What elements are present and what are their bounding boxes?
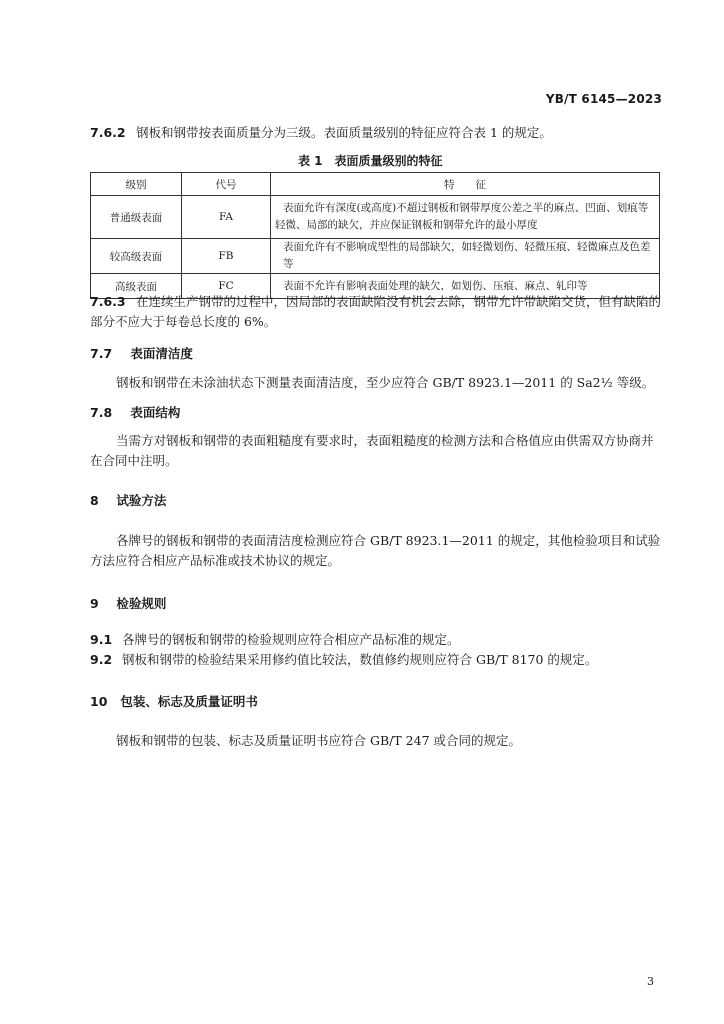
section-number: 9 — [90, 596, 99, 611]
section-10-text: 钢板和钢带的包装、标志及质量证明书应符合 GB/T 247 或合同的规定。 — [116, 733, 521, 748]
section-title: 包装、标志及质量证明书 — [120, 694, 258, 709]
table-title: 表 1 表面质量级别的特征 — [298, 154, 443, 168]
clause-7-6-2 — [90, 124, 552, 142]
table-row — [91, 196, 660, 239]
section-title: 检验规则 — [116, 596, 167, 611]
section-7-8-heading — [90, 403, 180, 421]
cell-code: FC — [182, 274, 271, 299]
clause-9-1 — [90, 631, 460, 649]
clause-number: 9.1 — [90, 632, 113, 647]
section-title: 表面清洁度 — [130, 346, 193, 361]
standard-code: YB/T 6145—2023 — [545, 92, 662, 106]
clause-7-6-3 — [90, 293, 661, 311]
clause-text: 在连续生产钢带的过程中，因局部的表面缺陷没有机会去除，钢带允许带缺陷交货，但有缺陷的 — [135, 294, 661, 309]
header-code: 代号 — [182, 173, 271, 196]
cell-feature: 表面不允许有影响表面处理的缺欠，如划伤、压痕、麻点、轧印等 — [271, 274, 660, 299]
feature-line: 表面允许有深度(或高度)不超过钢板和钢带厚度公差之半的麻点、凹面、划痕等 — [283, 202, 649, 214]
cell-code: FB — [182, 239, 271, 274]
section-title: 表面结构 — [130, 405, 181, 420]
clause-text: 各牌号的钢板和钢带的检验规则应符合相应产品标准的规定。 — [121, 632, 460, 647]
section-8-heading — [90, 491, 166, 509]
table-row — [91, 239, 660, 274]
section-number: 7.8 — [90, 405, 113, 420]
cell-level: 高级表面 — [91, 274, 182, 299]
section-10-heading — [90, 692, 258, 710]
page-number: 3 — [647, 975, 654, 988]
section-7-8-text: 当需方对钢板和钢带的表面粗糙度有要求时，表面粗糙度的检测方法和合格值应由供需双方协商并 — [116, 433, 654, 448]
section-7-8-text-cont: 在合同中注明。 — [90, 453, 178, 468]
cell-level: 普通级表面 — [91, 196, 182, 239]
clause-text: 钢板和钢带的检验结果采用修约值比较法，数值修约规则应符合 GB/T 8170 的规定。 — [121, 652, 598, 667]
section-number: 7.7 — [90, 346, 113, 361]
section-7-7-text: 钢板和钢带在未涂油状态下测量表面清洁度，至少应符合 GB/T 8923.1—2011 的 Sa2½ 等级。 — [116, 375, 655, 390]
feature-line: 轻微、局部的缺欠，并应保证钢板和钢带允许的最小厚度 — [275, 219, 538, 231]
cell-code: FA — [182, 196, 271, 239]
section-number: 8 — [90, 493, 99, 508]
cell-feature — [271, 196, 660, 239]
section-8-text: 各牌号的钢板和钢带的表面清洁度检测应符合 GB/T 8923.1—2011 的规定，其他检验项目和试验 — [116, 533, 661, 548]
clause-text: 钢板和钢带按表面质量分为三级。表面质量级别的特征应符合表 1 的规定。 — [135, 125, 552, 140]
section-9-heading — [90, 594, 166, 612]
header-level: 级别 — [91, 173, 182, 196]
section-7-7-heading — [90, 344, 193, 362]
section-8-text-cont: 方法应符合相应产品标准或技术协议的规定。 — [90, 553, 341, 568]
clause-7-6-3-cont: 部分不应大于每卷总长度的 6%。 — [90, 314, 277, 329]
clause-number: 9.2 — [90, 652, 113, 667]
table-header-row — [91, 173, 660, 196]
clause-number: 7.6.2 — [90, 125, 126, 140]
clause-number: 7.6.3 — [90, 294, 126, 309]
cell-feature: 表面允许有不影响成型性的局部缺欠，如轻微划伤、轻微压痕、轻微麻点及色差等 — [271, 239, 660, 274]
section-number: 10 — [90, 694, 108, 709]
cell-level: 较高级表面 — [91, 239, 182, 274]
clause-9-2 — [90, 651, 597, 669]
header-feature: 特 征 — [271, 173, 660, 196]
section-title: 试验方法 — [116, 493, 167, 508]
surface-quality-table — [90, 172, 660, 299]
